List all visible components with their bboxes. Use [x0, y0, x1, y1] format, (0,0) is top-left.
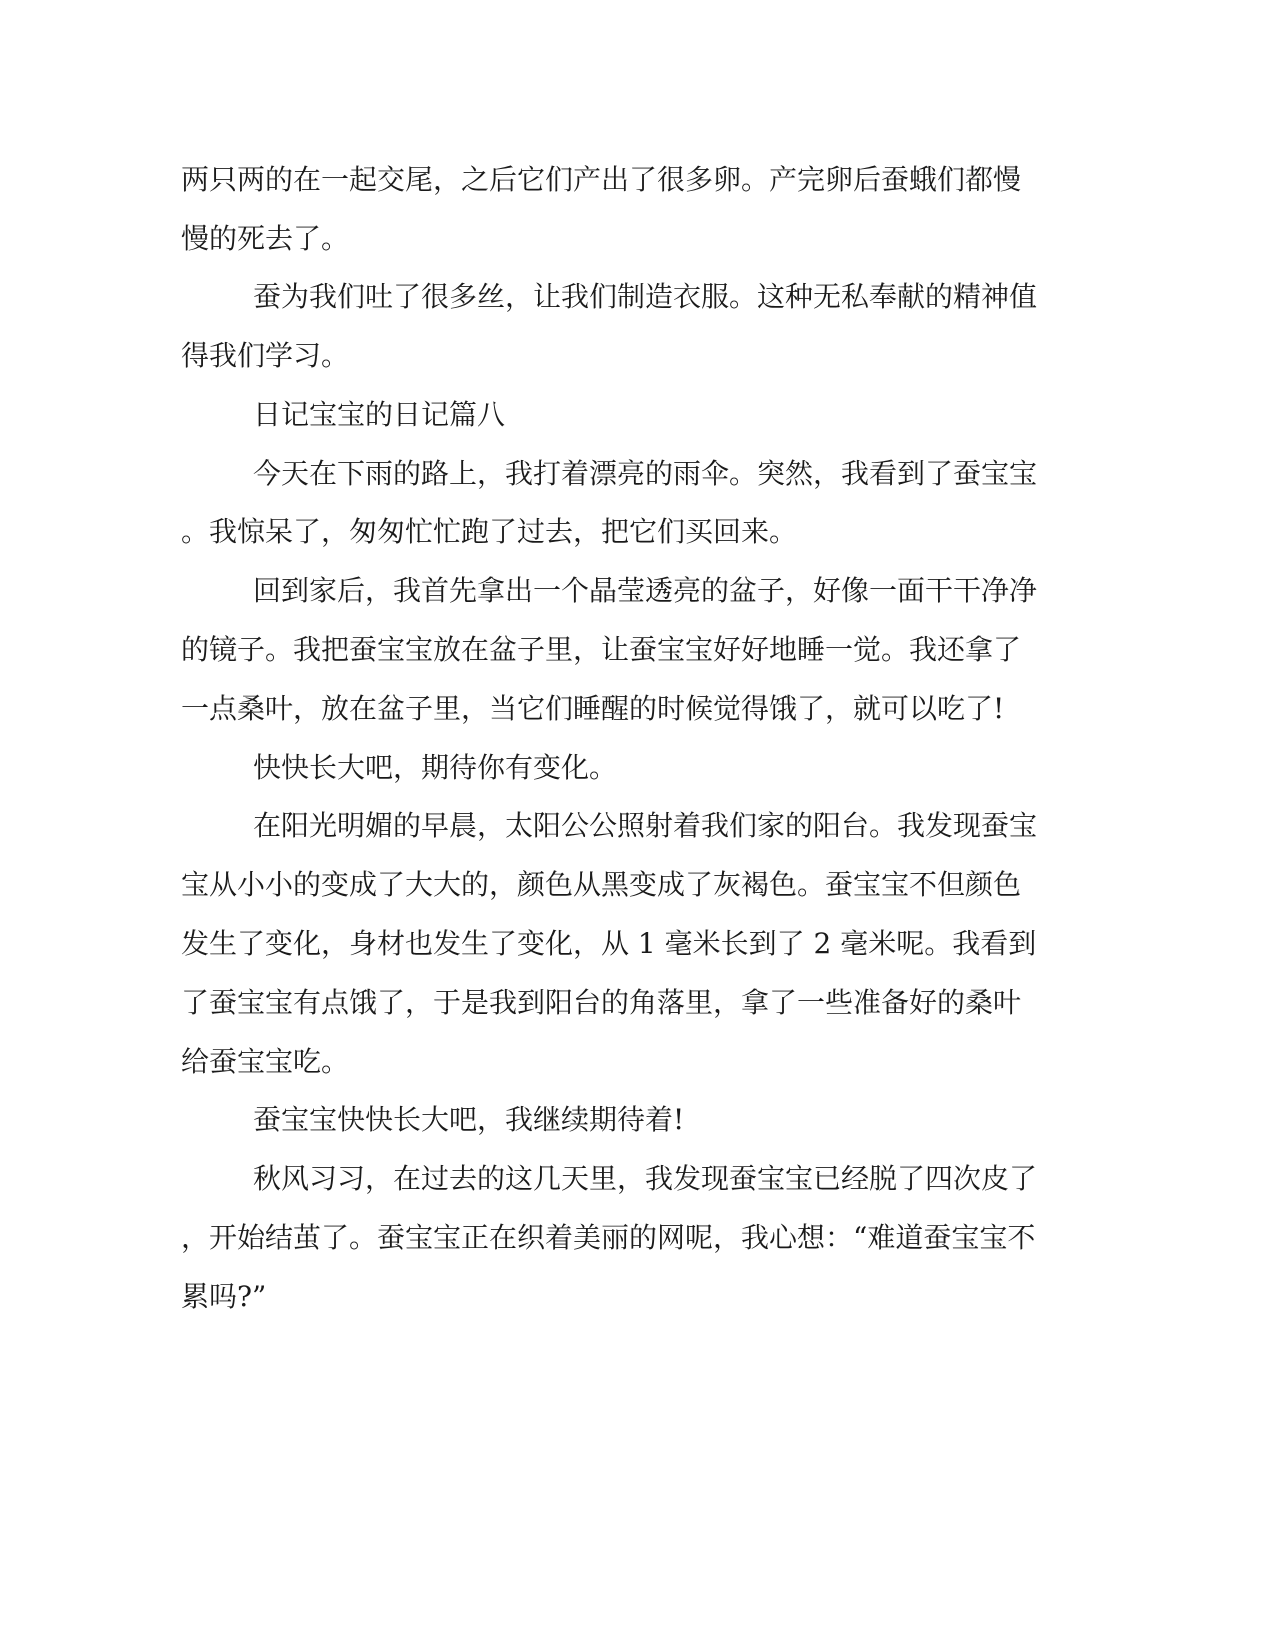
text-line: 在阳光明媚的早晨，太阳公公照射着我们家的阳台。我发现蚕宝 — [253, 809, 1038, 842]
text-line: 两只两的在一起交尾，之后它们产出了很多卵。产完卵后蚕蛾们都慢 — [181, 163, 1022, 196]
text-line: 慢的死去了。 — [181, 222, 350, 255]
text-line: 。我惊呆了，匆匆忙忙跑了过去，把它们买回来。 — [181, 515, 798, 548]
text-line: 了蚕宝宝有点饿了，于是我到阳台的角落里，拿了一些准备好的桑叶 — [181, 986, 1022, 1019]
text-line: 给蚕宝宝吃。 — [181, 1045, 350, 1078]
text-line: 宝从小小的变成了大大的，颜色从黑变成了灰褐色。蚕宝宝不但颜色 — [181, 868, 1022, 901]
text-line: 累吗?” — [181, 1280, 267, 1313]
text-line: 的镜子。我把蚕宝宝放在盆子里，让蚕宝宝好好地睡一觉。我还拿了 — [181, 633, 1022, 666]
text-line: 得我们学习。 — [181, 339, 350, 372]
text-line: 秋风习习，在过去的这几天里，我发现蚕宝宝已经脱了四次皮了 — [253, 1162, 1038, 1195]
text-line: 回到家后，我首先拿出一个晶莹透亮的盆子，好像一面干干净净 — [253, 574, 1038, 607]
text-line: 蚕宝宝快快长大吧，我继续期待着! — [253, 1103, 685, 1136]
text-line: 今天在下雨的路上，我打着漂亮的雨伞。突然，我看到了蚕宝宝 — [253, 457, 1038, 490]
text-line: 发生了变化，身材也发生了变化，从 1 毫米长到了 2 毫米呢。我看到 — [181, 927, 1037, 960]
section-heading: 日记宝宝的日记篇八 — [253, 398, 506, 431]
text-line: ，开始结茧了。蚕宝宝正在织着美丽的网呢，我心想：“难道蚕宝宝不 — [181, 1221, 1036, 1254]
text-line: 蚕为我们吐了很多丝，让我们制造衣服。这种无私奉献的精神值 — [253, 280, 1038, 313]
text-line: 快快长大吧，期待你有变化。 — [253, 751, 618, 784]
text-line: 一点桑叶，放在盆子里，当它们睡醒的时候觉得饿了，就可以吃了! — [181, 692, 1005, 725]
